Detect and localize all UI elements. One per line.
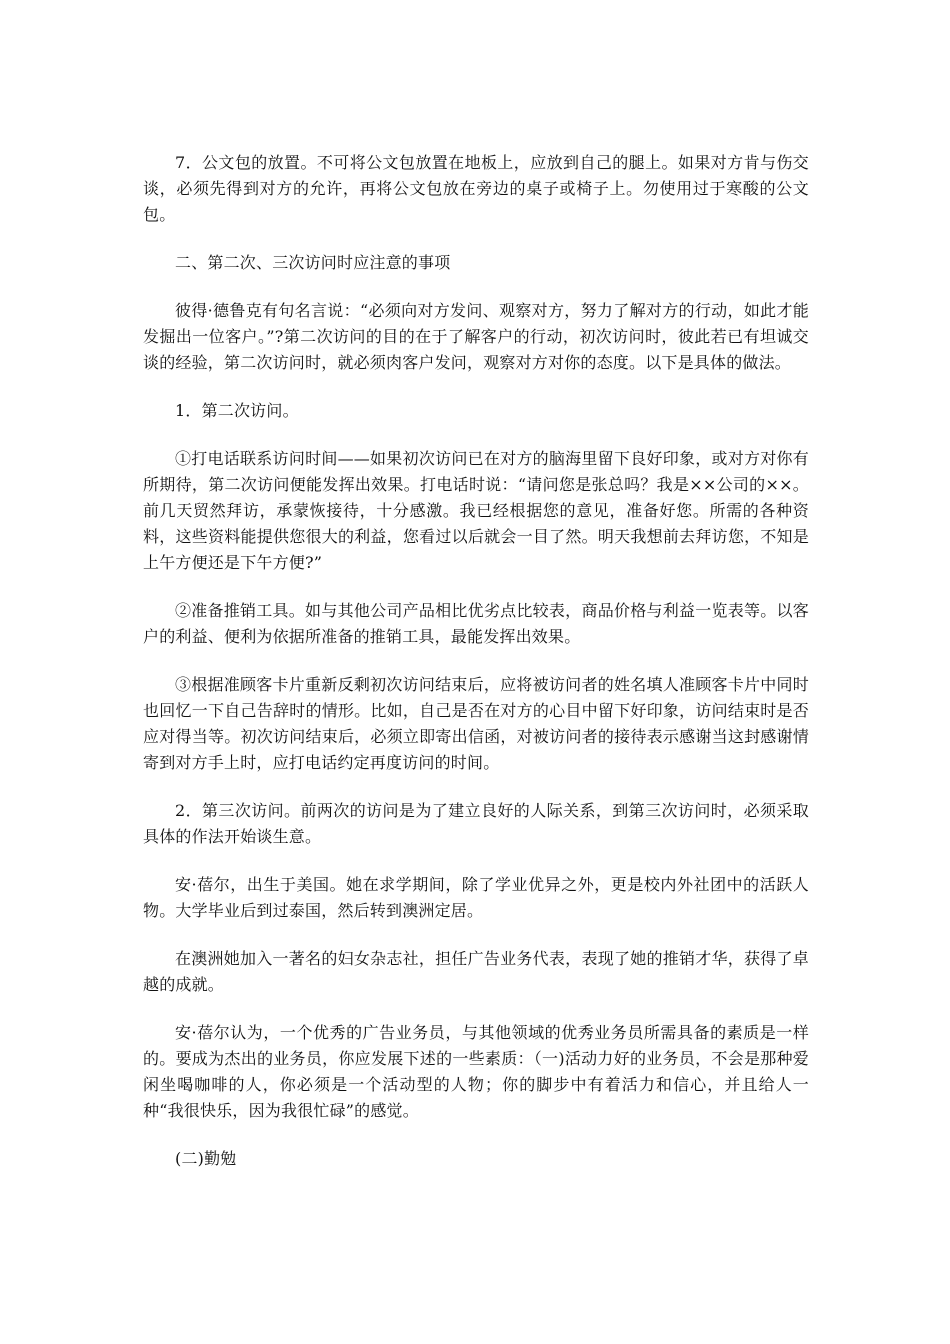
paragraph-ann-bell-intro: 安·蓓尔，出生于美国。她在求学期间，除了学业优异之外，更是校内外社团中的活跃人物。大学毕业后到过泰国，然后转到澳洲定居。 [143, 875, 809, 920]
paragraph-diligence-heading: (二)勤勉 [175, 1149, 237, 1168]
document-body [143, 150, 809, 1194]
subheading-second-visit: 1．第二次访问。 [175, 401, 299, 420]
paragraph-drucker-quote: 彼得·德鲁克有句名言说：“必须向对方发问、观察对方，努力了解对方的行动，如此才能发掘出一位客户。”?第二次访问的目的在于了解客户的行动，初次访问时，彼此若已有坦诚交谈的经验，第二次访问时，就必须肉客户发问，观察对方对你的态度。以下是具体的做法。 [143, 301, 809, 372]
paragraph-sales-tools: ②准备推销工具。如与其他公司产品相比优劣点比较表，商品价格与利益一览表等。以客户的利益、便利为依据所准备的推销工具，最能发挥出效果。 [143, 601, 809, 646]
paragraph-briefcase-placement: 7．公文包的放置。不可将公文包放置在地板上，应放到自己的腿上。如果对方肯与伤交谈，必须先得到对方的允许，再将公文包放在旁边的桌子或椅子上。勿使用过于寒酸的公文包。 [143, 153, 809, 224]
paragraph-phone-appointment: ①打电话联系访问时间——如果初次访问已在对方的脑海里留下良好印象，或对方对你有所期待，第二次访问便能发挥出效果。打电话时说：“请问您是张总吗？我是××公司的××。前几天贸然拜访，承蒙恢接待，十分感激。我已经根据您的意见，准备好您。所需的各种资料，这些资料能提供您很大的利益，您看过以后就会一目了然。明天我想前去拜访您，不知是上午方便还是下午方便?” [143, 449, 809, 572]
paragraph-ann-bell-qualities: 安·蓓尔认为，一个优秀的广告业务员，与其他领域的优秀业务员所需具备的素质是一样的。要成为杰出的业务员，你应发展下述的一些素质：（一)活动力好的业务员，不会是那种爱闲坐喝咖啡的人，你必须是一个活动型的人物；你的脚步中有着活力和信心，并且给人一种“我很快乐，因为我很忙碌”的感觉。 [143, 1023, 809, 1120]
paragraph-ann-bell-magazine: 在澳洲她加入一著名的妇女杂志社，担任广告业务代表，表现了她的推销才华，获得了卓越的成就。 [143, 949, 809, 994]
section-heading-second-third-visit: 二、第二次、三次访问时应注意的事项 [175, 253, 451, 272]
paragraph-third-visit: 2．第三次访问。前两次的访问是为了建立良好的人际关系，到第三次访问时，必须采取具体的作法开始谈生意。 [143, 801, 809, 846]
paragraph-customer-card: ③根据准顾客卡片重新反剩初次访问结束后，应将被访问者的姓名填人准顾客卡片中同时也回忆一下自己告辞时的情形。比如，自己是否在对方的心目中留下好印象，访问结束时是否应对得当等。初次访问结束后，必须立即寄出信函，对被访问者的接待表示感谢当这封感谢情寄到对方手上时，应打电话约定再度访问的时间。 [143, 675, 809, 772]
